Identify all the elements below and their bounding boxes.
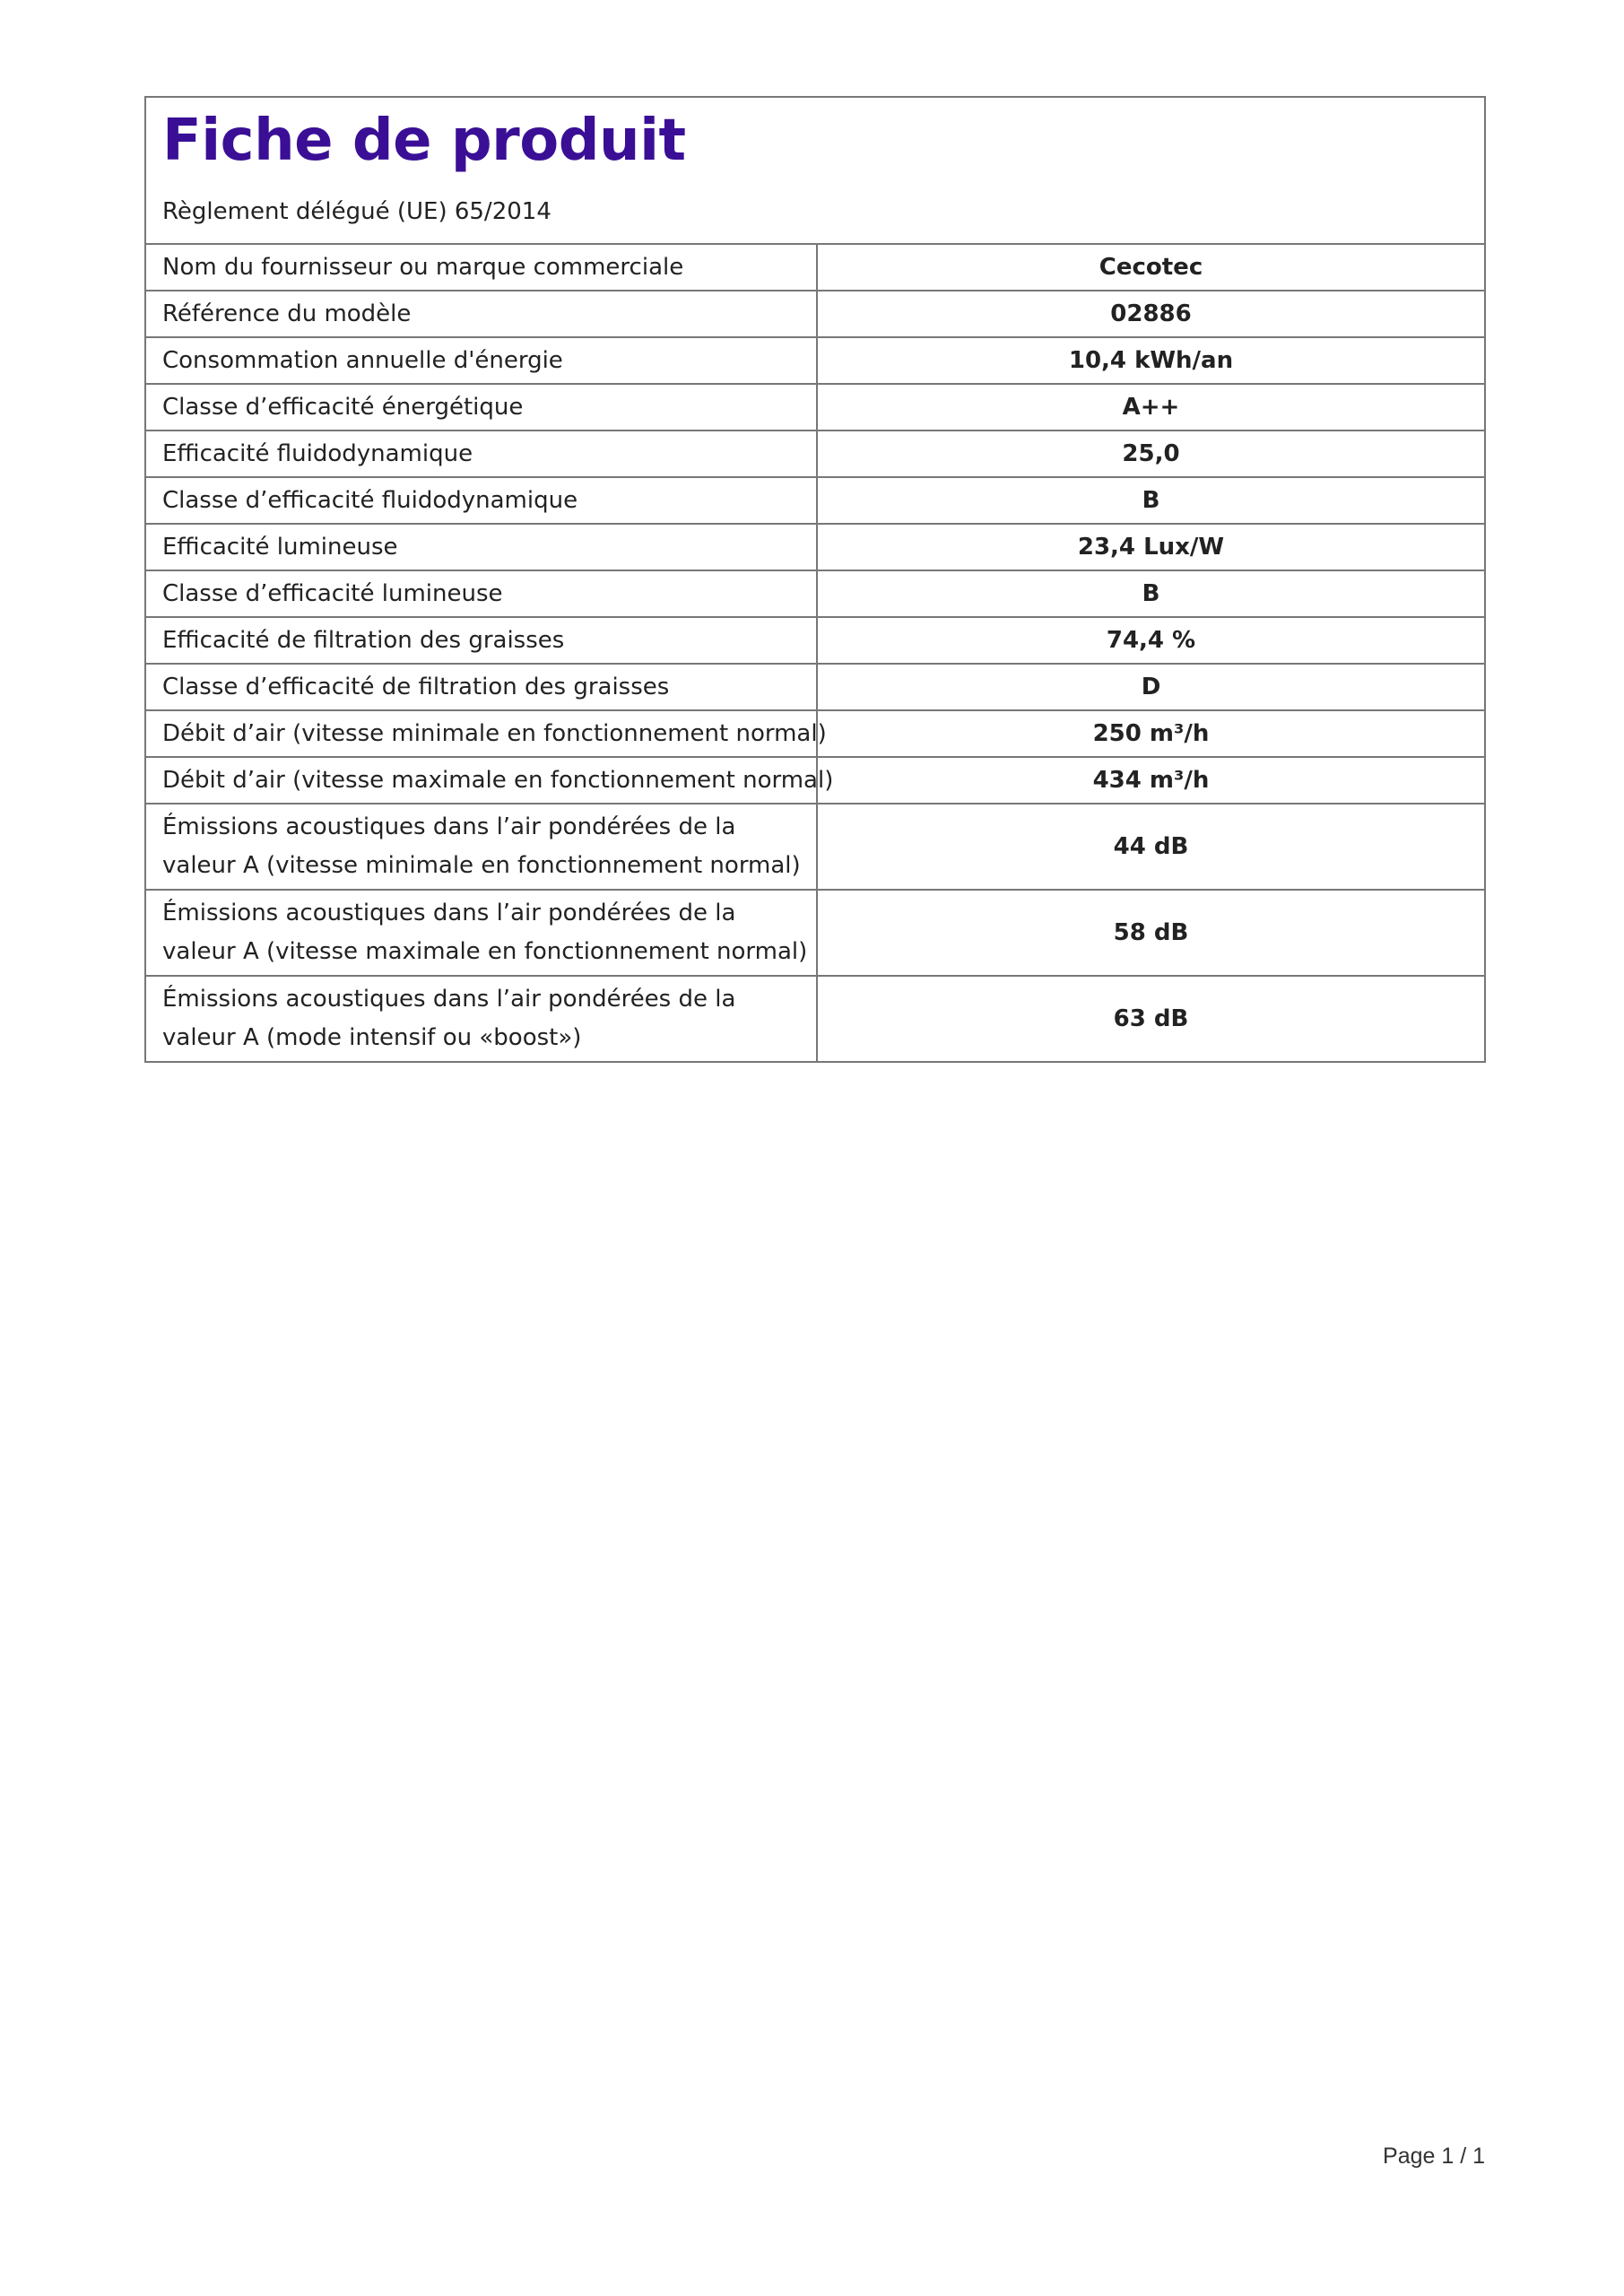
row-label: Classe d’efficacité fluidodynamique (146, 477, 817, 524)
row-value: 25,0 (817, 430, 1484, 477)
table-row (146, 710, 1484, 757)
row-value: 63 dB (817, 976, 1484, 1061)
page-number: Page 1 / 1 (1383, 2144, 1485, 2169)
table-row (146, 617, 1484, 664)
table-row (146, 976, 1484, 1061)
row-value: 250 m³/h (817, 710, 1484, 757)
product-sheet (144, 96, 1486, 1063)
table-row (146, 291, 1484, 337)
table-row (146, 337, 1484, 384)
row-label: Classe d’efficacité lumineuse (146, 570, 817, 617)
regulation-subtitle: Règlement délégué (UE) 65/2014 (162, 198, 551, 225)
table-row (146, 890, 1484, 976)
row-label: Émissions acoustiques dans l’air pondérées de la valeur A (vitesse minimale en fonctionnement normal) (146, 804, 817, 890)
row-label: Efficacité lumineuse (146, 524, 817, 570)
row-value: 02886 (817, 291, 1484, 337)
row-label: Classe d’efficacité de filtration des graisses (146, 664, 817, 710)
table-row (146, 384, 1484, 430)
row-value: 10,4 kWh/an (817, 337, 1484, 384)
row-label: Émissions acoustiques dans l’air pondérées de la valeur A (mode intensif ou «boost») (146, 976, 817, 1061)
row-label: Efficacité de filtration des graisses (146, 617, 817, 664)
row-value: B (817, 477, 1484, 524)
table-row (146, 477, 1484, 524)
table-row (146, 664, 1484, 710)
table-row (146, 245, 1484, 291)
row-value: 58 dB (817, 890, 1484, 976)
row-value: 44 dB (817, 804, 1484, 890)
table-row (146, 430, 1484, 477)
row-value: A++ (817, 384, 1484, 430)
table-row (146, 524, 1484, 570)
row-value: 434 m³/h (817, 757, 1484, 804)
row-value: D (817, 664, 1484, 710)
row-label: Efficacité fluidodynamique (146, 430, 817, 477)
table-row (146, 804, 1484, 890)
row-label: Émissions acoustiques dans l’air pondérées de la valeur A (vitesse maximale en fonctionnement normal) (146, 890, 817, 976)
row-value: 23,4 Lux/W (817, 524, 1484, 570)
row-value: 74,4 % (817, 617, 1484, 664)
page-title: Fiche de produit (162, 108, 686, 174)
row-label: Classe d’efficacité énergétique (146, 384, 817, 430)
table-row (146, 570, 1484, 617)
row-label: Débit d’air (vitesse minimale en fonctionnement normal) (146, 710, 817, 757)
row-label: Consommation annuelle d'énergie (146, 337, 817, 384)
product-specs-table (146, 245, 1484, 1061)
row-label: Débit d’air (vitesse maximale en fonctionnement normal) (146, 757, 817, 804)
table-row (146, 757, 1484, 804)
row-value: Cecotec (1099, 253, 1203, 281)
row-label: Référence du modèle (146, 291, 817, 337)
row-value: B (817, 570, 1484, 617)
sheet-header (146, 98, 1484, 245)
row-label: Nom du fournisseur ou marque commerciale (146, 245, 817, 291)
